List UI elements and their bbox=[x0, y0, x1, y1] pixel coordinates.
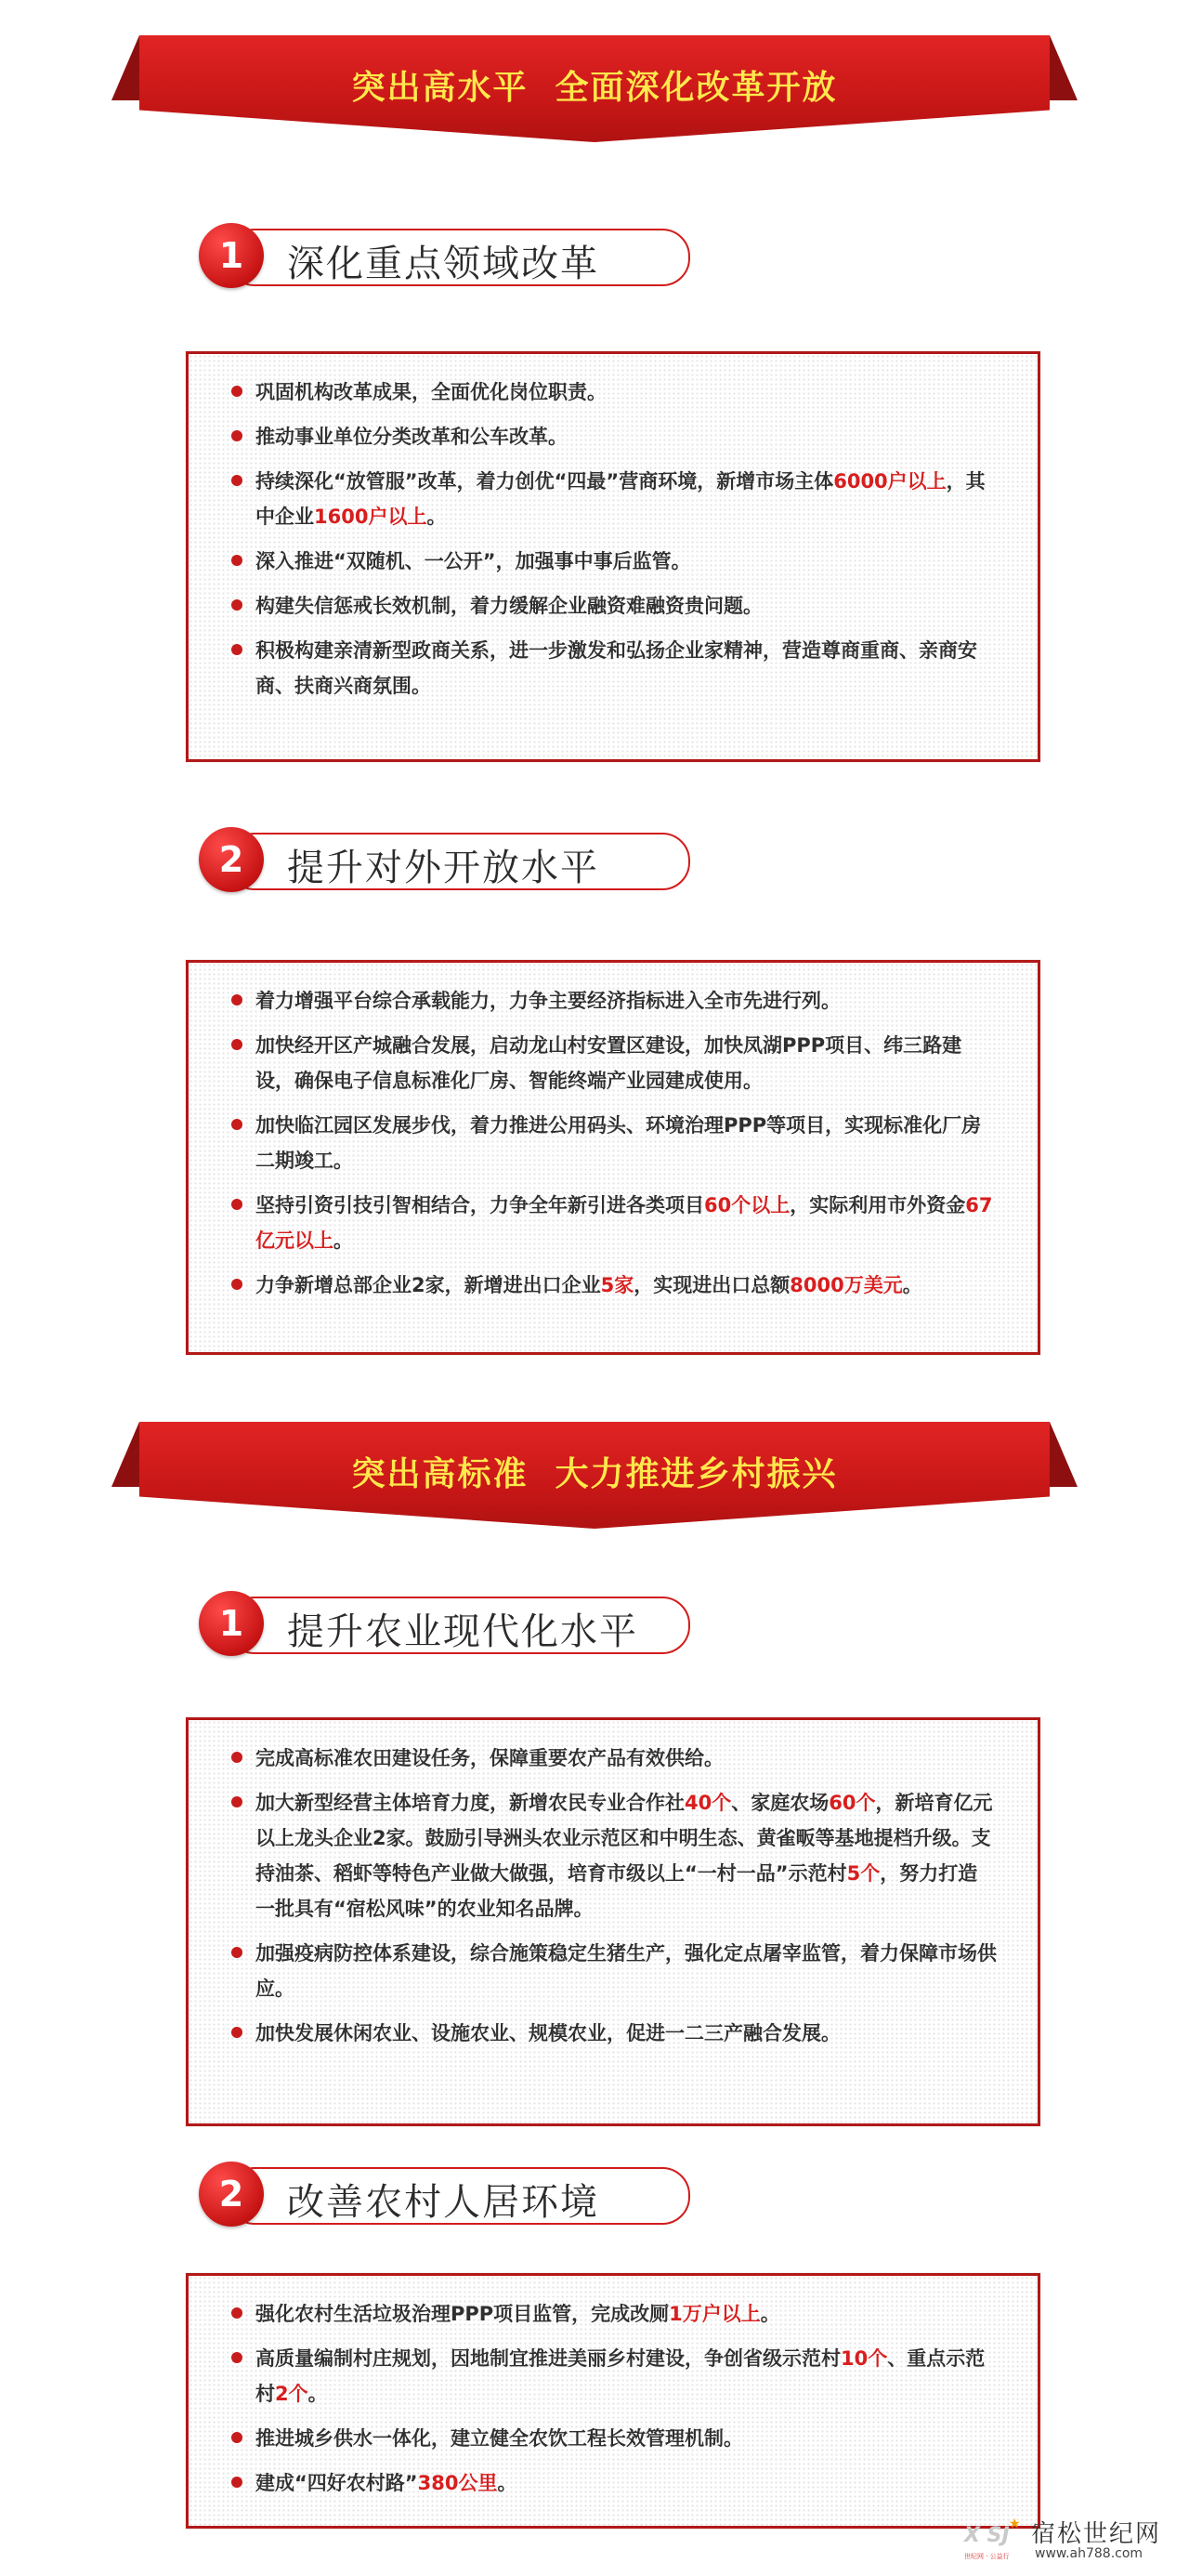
list-item bbox=[229, 1741, 997, 1776]
item-text: 深入推进“双随机、一公开”，加强事中事后监管。 bbox=[255, 550, 691, 572]
bullet-dot-icon bbox=[231, 1199, 242, 1210]
bullet-dot-icon bbox=[231, 1752, 242, 1763]
subsection-heading bbox=[199, 2162, 691, 2227]
bullet-dot-icon bbox=[231, 599, 242, 611]
item-text: ，实际利用市外资金 bbox=[790, 1194, 966, 1216]
highlight-text: 67亿元以上 bbox=[255, 1194, 993, 1252]
bullet-dot-icon bbox=[231, 644, 242, 655]
item-text: 强化农村生活垃圾治理PPP项目监管，完成改厕 bbox=[255, 2303, 670, 2325]
item-text: 完成高标准农田建设任务，保障重要农产品有效供给。 bbox=[255, 1747, 724, 1769]
list-item bbox=[229, 633, 997, 703]
item-text: 、重点示范村 bbox=[255, 2347, 986, 2405]
item-text: 加快临江园区发展步伐，着力推进公用码头、环境治理PPP等项目，实现标准化厂房二期竣工。 bbox=[255, 1114, 982, 1172]
bullet-box bbox=[186, 351, 1040, 762]
bullet-dot-icon bbox=[231, 2307, 242, 2319]
list-item bbox=[229, 983, 997, 1019]
item-text: 、家庭农场 bbox=[731, 1792, 830, 1814]
bullet-dot-icon bbox=[231, 2477, 242, 2488]
item-text: 加快发展休闲农业、设施农业、规模农业，促进一二三产融合发展。 bbox=[255, 2022, 841, 2044]
item-text: 。 bbox=[902, 1274, 922, 1296]
subsection-heading bbox=[199, 223, 691, 288]
item-text: 。 bbox=[426, 506, 447, 528]
bullet-dot-icon bbox=[231, 2432, 242, 2443]
bullet-dot-icon bbox=[231, 1039, 242, 1050]
item-text: 坚持引资引技引智相结合，力争全年新引进各类项目 bbox=[255, 1194, 704, 1216]
number-badge: 1 bbox=[199, 1591, 264, 1656]
highlight-text: 5家 bbox=[600, 1274, 634, 1296]
highlight-text: 1万户以上 bbox=[669, 2303, 761, 2325]
highlight-text: 1600户以上 bbox=[314, 506, 427, 528]
item-text: 构建失信惩戒长效机制，着力缓解企业融资难融资贵问题。 bbox=[255, 595, 763, 617]
section-banner-2 bbox=[139, 1422, 1050, 1529]
banner-wing-left bbox=[111, 35, 139, 100]
item-text: 推进城乡供水一体化，建立健全农饮工程长效管理机制。 bbox=[255, 2427, 743, 2450]
bullet-dot-icon bbox=[231, 1279, 242, 1290]
site-logo bbox=[964, 2518, 1022, 2561]
item-text: 加强疫病防控体系建设，综合施策稳定生猪生产，强化定点屠宰监管，着力保障市场供应。 bbox=[255, 1942, 997, 2000]
banner-title: 突出高水平 全面深化改革开放 bbox=[351, 69, 838, 107]
bullet-dot-icon bbox=[231, 386, 242, 397]
item-text: ，其中企业 bbox=[255, 470, 986, 528]
subsection-heading bbox=[199, 827, 691, 892]
highlight-text: 380公里 bbox=[417, 2472, 498, 2494]
subsection-heading bbox=[199, 1591, 691, 1656]
item-text: 加大新型经营主体培育力度，新增农民专业合作社 bbox=[255, 1792, 685, 1814]
list-item bbox=[229, 1028, 997, 1098]
item-text: 。 bbox=[307, 2383, 328, 2405]
list-item bbox=[229, 2341, 997, 2412]
list-item bbox=[229, 2421, 997, 2456]
number-badge: 2 bbox=[199, 2162, 264, 2227]
item-text: ，实现进出口总额 bbox=[634, 1274, 790, 1296]
item-text: 。 bbox=[760, 2303, 780, 2325]
list-item bbox=[229, 1108, 997, 1178]
list-item bbox=[229, 2465, 997, 2501]
item-text: ，新培育亿元以上龙头企业2家。鼓励引导洲头农业示范区和中明生态、黄雀畈等基地提档升级。支持油茶、稻虾等特色产业做大做强，培育市级以上“一村一品”示范村 bbox=[255, 1792, 993, 1885]
list-item bbox=[229, 2016, 997, 2051]
item-text: 建成“四好农村路” bbox=[255, 2472, 418, 2494]
number-badge: 2 bbox=[199, 827, 264, 892]
highlight-text: 8000万美元 bbox=[790, 1274, 903, 1296]
banner-wing-right bbox=[1050, 1422, 1078, 1487]
list-item bbox=[229, 1188, 997, 1258]
site-url: www.ah788.com bbox=[1035, 2546, 1143, 2561]
site-name: 宿松世纪网 bbox=[1031, 2520, 1162, 2548]
bullet-dot-icon bbox=[231, 2027, 242, 2038]
heading-title: 提升对外开放水平 bbox=[287, 847, 599, 889]
list-item bbox=[229, 1785, 997, 1926]
item-text: 力争新增总部企业2家，新增进出口企业 bbox=[255, 1274, 601, 1296]
heading-title: 深化重点领域改革 bbox=[287, 243, 599, 285]
logo-letters: X SJ bbox=[964, 2524, 1010, 2547]
item-text: 巩固机构改革成果，全面优化岗位职责。 bbox=[255, 381, 607, 403]
banner-wing-right bbox=[1050, 35, 1078, 100]
site-watermark bbox=[964, 2513, 1178, 2569]
bullet-dot-icon bbox=[231, 1796, 242, 1807]
bullet-box bbox=[186, 2273, 1040, 2529]
list-item bbox=[229, 375, 997, 410]
list-item bbox=[229, 544, 997, 579]
list-item bbox=[229, 1268, 997, 1303]
item-text: 着力增强平台综合承载能力，力争主要经济指标进入全市先进行列。 bbox=[255, 990, 841, 1012]
bullet-dot-icon bbox=[231, 430, 242, 441]
item-text: 高质量编制村庄规划，因地制宜推进美丽乡村建设，争创省级示范村 bbox=[255, 2347, 841, 2370]
number-badge: 1 bbox=[199, 223, 264, 288]
heading-title: 提升农业现代化水平 bbox=[287, 1610, 638, 1653]
item-text: 积极构建亲清新型政商关系，进一步激发和弘扬企业家精神，营造尊商重商、亲商安商、扶商兴商氛围。 bbox=[255, 639, 977, 697]
highlight-text: 60个以上 bbox=[704, 1194, 790, 1216]
heading-title: 改善农村人居环境 bbox=[287, 2181, 599, 2224]
bullet-box bbox=[186, 960, 1040, 1355]
bullet-dot-icon bbox=[231, 475, 242, 486]
bullet-box bbox=[186, 1717, 1040, 2126]
banner-wing-left bbox=[111, 1422, 139, 1487]
item-text: 加快经开区产城融合发展，启动龙山村安置区建设，加快凤湖PPP项目、纬三路建设，确保电子信息标准化厂房、智能终端产业园建成使用。 bbox=[255, 1034, 962, 1092]
item-text: ，努力打造一批具有“宿松风味”的农业知名品牌。 bbox=[255, 1862, 978, 1920]
bullet-dot-icon bbox=[231, 1947, 242, 1958]
list-item bbox=[229, 2296, 997, 2332]
item-text: 。 bbox=[497, 2472, 517, 2494]
item-text: 推动事业单位分类改革和公车改革。 bbox=[255, 426, 568, 448]
list-item bbox=[229, 419, 997, 454]
banner-title: 突出高标准 大力推进乡村振兴 bbox=[351, 1455, 838, 1493]
list-item bbox=[229, 1936, 997, 2006]
highlight-text: 2个 bbox=[275, 2383, 308, 2405]
list-item bbox=[229, 588, 997, 624]
item-text: 持续深化“放管服”改革，着力创优“四最”营商环境，新增市场主体 bbox=[255, 470, 834, 493]
highlight-text: 40个 bbox=[685, 1792, 732, 1814]
highlight-text: 60个 bbox=[829, 1792, 876, 1814]
section-banner-1 bbox=[139, 35, 1050, 142]
bullet-dot-icon bbox=[231, 1119, 242, 1130]
highlight-text: 6000户以上 bbox=[833, 470, 947, 493]
bullet-dot-icon bbox=[231, 555, 242, 566]
list-item bbox=[229, 464, 997, 534]
item-text: 。 bbox=[333, 1229, 353, 1252]
highlight-text: 10个 bbox=[841, 2347, 888, 2370]
star-icon: ★ bbox=[1009, 2517, 1021, 2531]
logo-tagline: 世纪网 · 公益行 bbox=[964, 2553, 1010, 2560]
highlight-text: 5个 bbox=[846, 1862, 881, 1885]
bullet-dot-icon bbox=[231, 994, 242, 1005]
bullet-dot-icon bbox=[231, 2352, 242, 2363]
